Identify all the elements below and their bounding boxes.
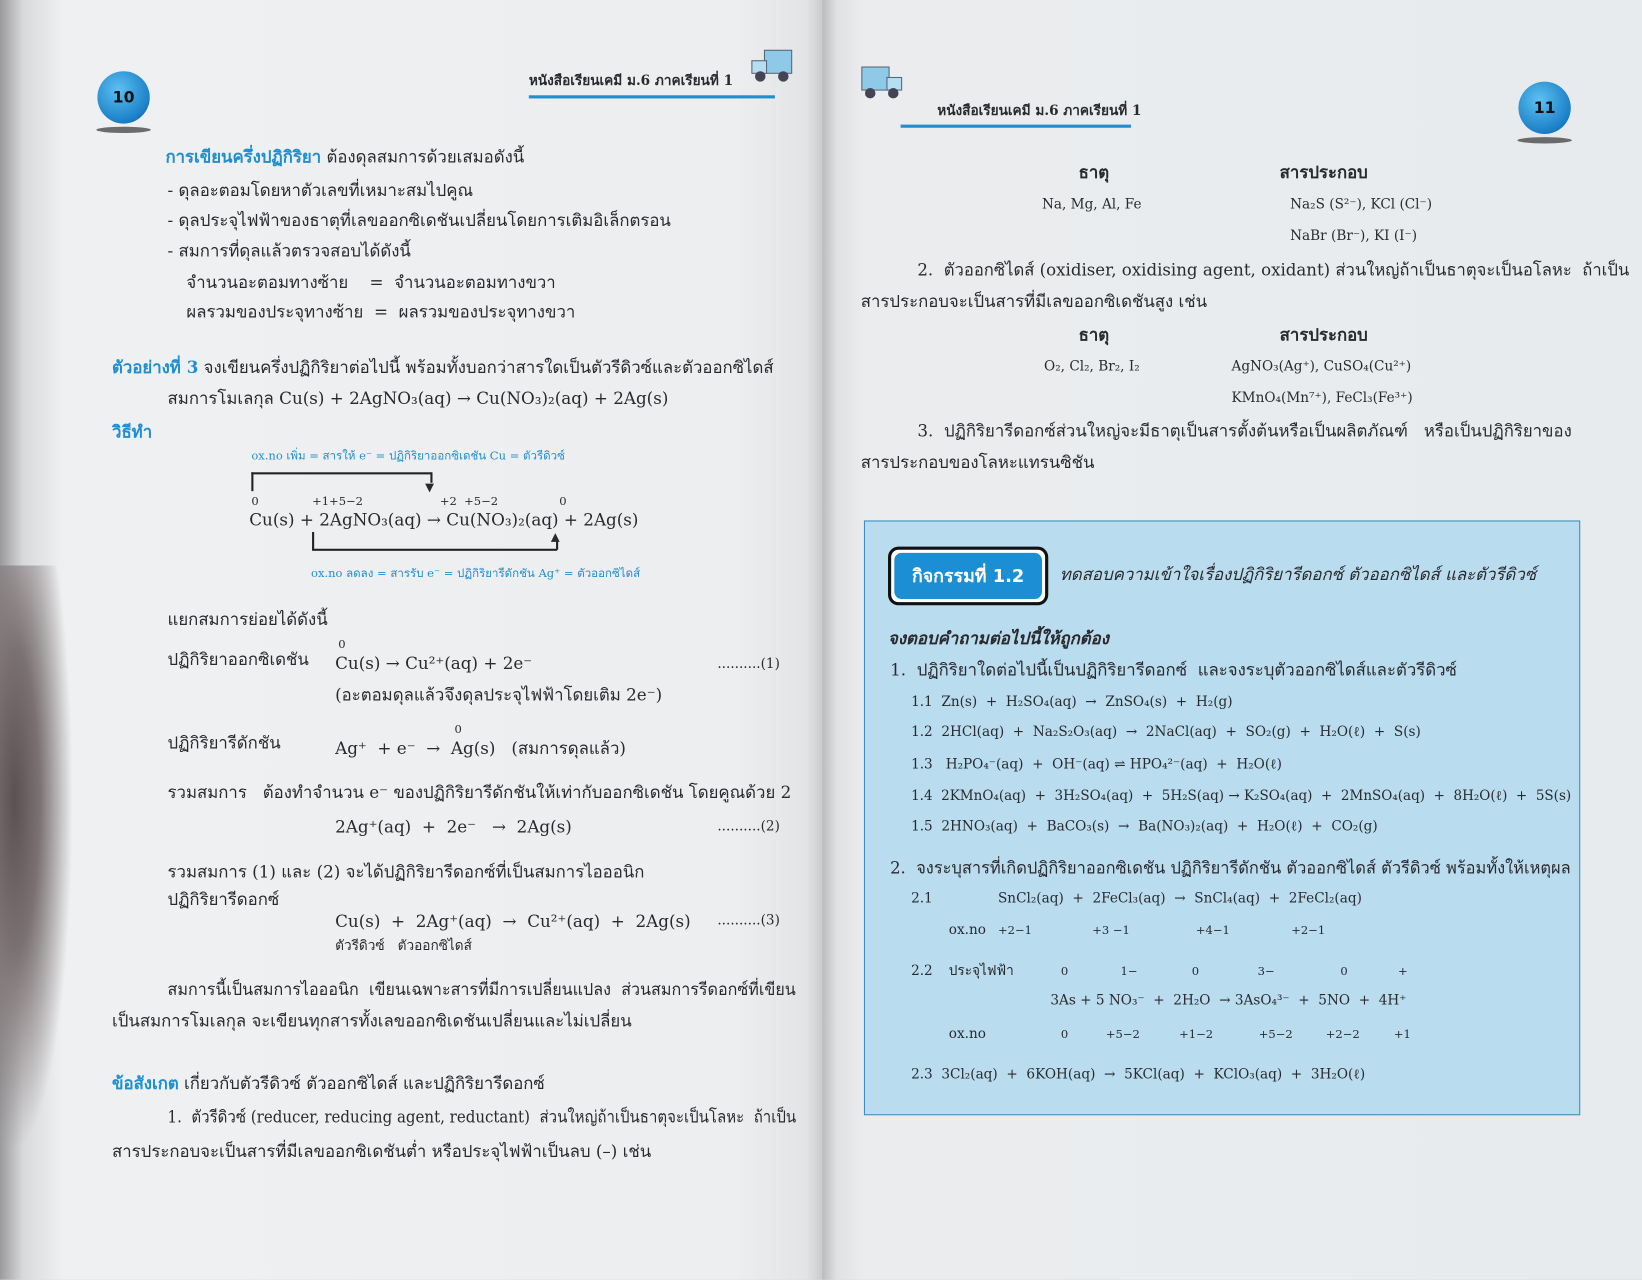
q22-charge: 0 bbox=[1060, 964, 1069, 979]
col-element-header-2: ธาตุ bbox=[1078, 324, 1110, 345]
q21-ox: +2−1 bbox=[997, 923, 1032, 938]
ox-ag: 0 bbox=[559, 494, 567, 508]
bullet-3: - สมการที่ดุลแล้วตรวจสอบได้ดังนี้ bbox=[167, 240, 411, 261]
activity-badge bbox=[888, 547, 1048, 606]
arrow-up-icon: ▲ bbox=[550, 529, 560, 544]
charge-label: ประจุไฟฟ้า bbox=[948, 963, 1014, 980]
half-reaction-intro bbox=[165, 147, 524, 167]
q22-ox: +1−2 bbox=[1179, 1027, 1214, 1041]
question-2-3: 2.3 3Cl₂(aq) + 6KOH(aq) → 5KCl(aq) + KClO₃(aq) + 3H₂O(ℓ) bbox=[911, 1067, 1366, 1083]
col-compound-header-2: สารประกอบ bbox=[1279, 324, 1368, 345]
col-compound-header: สารประกอบ bbox=[1279, 162, 1368, 183]
q22-ox: 0 bbox=[1060, 1027, 1069, 1041]
combine-text: รวมสมการ ต้องทำจำนวน e⁻ ของปฏิกิริยารีดักชันให้เท่ากับออกซิเดชัน โดยคูณด้วย 2 bbox=[167, 782, 792, 803]
bullet-2: - ดุลประจุไฟฟ้าของธาตุที่เลขออกซิเดชันเปลี่ยนโดยการเติมอิเล็กตรอน bbox=[167, 210, 671, 231]
equation-3: Cu(s) + 2Ag⁺(aq) → Cu²⁺(aq) + 2Ag(s) bbox=[335, 911, 691, 931]
reduction-equation: Ag⁺ + e⁻ → Ag(s) (สมการดุลแล้ว) bbox=[335, 738, 626, 759]
eq1-tag: ..........(1) bbox=[717, 656, 780, 673]
bracket-bottom-left bbox=[312, 532, 314, 550]
half-reaction-heading: การเขียนครึ่งปฏิกิริยา bbox=[165, 146, 322, 167]
example-3 bbox=[112, 357, 774, 377]
observation-1-line-1: 1. ตัวรีดิวซ์ (reducer, reducing agent, reductant) ส่วนใหญ่ถ้าเป็นธาตุจะเป็นโลหะ ถ้าเป็น bbox=[167, 1106, 797, 1127]
q22-charge: 3− bbox=[1257, 964, 1275, 979]
activity-instruction: จงตอบคำถามต่อไปนี้ให้ถูกต้อง bbox=[888, 628, 1109, 649]
question-2-2-equation: 3As + 5 NO₃⁻ + 2H₂O → 3AsO₄³⁻ + 5NO + 4H⁺ bbox=[1050, 992, 1407, 1009]
split-label: แยกสมการย่อยได้ดังนี้ bbox=[167, 609, 328, 630]
paragraph-line-2: เป็นสมการโมเลกุล จะเขียนทุกสารทั้งเลขออกซิเดชันเปลี่ยนและไม่เปลี่ยน bbox=[112, 1010, 632, 1031]
eq2-tag: ..........(2) bbox=[717, 818, 780, 835]
bracket-bottom bbox=[312, 549, 557, 551]
ox-decrease-note: ox.no ลดลง = สารรับ e⁻ = ปฏิกิริยารีดักชัน Ag⁺ = ตัวออกซิไดส์ bbox=[311, 566, 641, 581]
oxidation-note: (อะตอมดุลแล้วจึงดุลประจุไฟฟ้าโดยเติม 2e⁻) bbox=[335, 684, 663, 705]
reducer-compounds-1: Na₂S (S²⁻), KCl (Cl⁻) bbox=[1290, 196, 1433, 213]
col-element-header: ธาตุ bbox=[1078, 162, 1110, 183]
combine-1-2: รวมสมการ (1) และ (2) จะได้ปฏิกิริยารีดอกซ์ที่เป็นสมการไอออนิก bbox=[167, 861, 645, 882]
q22-oxno-label: ox.no bbox=[948, 1026, 986, 1042]
question-1: 1. ปฏิกิริยาใดต่อไปนี้เป็นปฏิกิริยารีดอกซ์ และจงระบุตัวออกซิไดส์และตัวรีดิวซ์ bbox=[890, 659, 1457, 680]
observation bbox=[112, 1073, 545, 1093]
bracket-top-left bbox=[251, 472, 253, 491]
question-1-4: 1.4 2KMnO₄(aq) + 3H₂SO₄(aq) + 5H₂S(aq) → K₂SO₄(aq) + 2MnSO₄(aq) + 8H₂O(ℓ) + 5S(s) bbox=[911, 788, 1572, 805]
reduction-label: ปฏิกิริยารีดักชัน bbox=[167, 733, 281, 753]
eq3-tag: ..........(3) bbox=[717, 913, 780, 929]
oxidation-label: ปฏิกิริยาออกซิเดชัน bbox=[167, 649, 309, 670]
oxidiser-compounds-2: KMnO₄(Mn⁷⁺), FeCl₃(Fe³⁺) bbox=[1231, 390, 1413, 407]
item-2-line-1: 2. ตัวออกซิไดส์ (oxidiser, oxidising agent, oxidant) ส่วนใหญ่ถ้าเป็นธาตุจะเป็นอโลหะ ถ้าเป็น bbox=[917, 259, 1630, 280]
redox-label: ปฏิกิริยารีดอกซ์ bbox=[167, 889, 280, 909]
header-title-left: หนังสือเรียนเคมี ม.6 ภาคเรียนที่ 1 bbox=[528, 73, 734, 90]
question-2-2-number: 2.2 bbox=[911, 963, 933, 980]
bracket-top bbox=[251, 472, 431, 474]
oxidiser-compounds-1: AgNO₃(Ag⁺), CuSO₄(Cu²⁺) bbox=[1231, 359, 1412, 375]
page-number-right: 11 bbox=[1518, 82, 1570, 134]
observation-text: เกี่ยวกับตัวรีดิวซ์ ตัวออกซิไดส์ และปฏิกิริยารีดอกซ์ bbox=[178, 1073, 545, 1094]
q22-ox: +5−2 bbox=[1105, 1027, 1140, 1041]
check-charges: ผลรวมของประจุทางซ้าย = ผลรวมของประจุทางขวา bbox=[186, 301, 576, 322]
molecular-equation: สมการโมเลกุล Cu(s) + 2AgNO₃(aq) → Cu(NO₃)₂(aq) + 2Ag(s) bbox=[167, 388, 669, 409]
q21-ox: +2−1 bbox=[1291, 923, 1326, 938]
ox-agno3: +1+5−2 bbox=[312, 494, 364, 508]
activity-badge-label: กิจกรรมที่ 1.2 bbox=[894, 553, 1042, 599]
q22-charge: + bbox=[1398, 964, 1408, 979]
oxidation-equation: Cu(s) → Cu²⁺(aq) + 2e⁻ bbox=[335, 653, 533, 674]
item-3-line-1: 3. ปฏิกิริยารีดอกซ์ส่วนใหญ่จะมีธาตุเป็นสารตั้งต้นหรือเป็นผลิตภัณฑ์ หรือเป็นปฏิกิริยาของ bbox=[917, 420, 1572, 441]
q22-ox: +2−2 bbox=[1325, 1027, 1360, 1041]
right-page bbox=[822, 0, 1642, 1280]
oxidiser-elements: O₂, Cl₂, Br₂, I₂ bbox=[1044, 359, 1140, 375]
header-underline bbox=[901, 125, 1131, 128]
q21-oxno-label: ox.no bbox=[948, 922, 986, 939]
q22-charge: 0 bbox=[1340, 964, 1348, 979]
item-2-line-2: สารประกอบจะเป็นสารที่มีเลขออกซิเดชันสูง เช่น bbox=[860, 291, 1208, 312]
item-3-line-2: สารประกอบของโลหะแทรนซิชัน bbox=[860, 452, 1095, 473]
page-number-shadow bbox=[96, 127, 150, 133]
ox-cu: 0 bbox=[251, 494, 259, 508]
question-2: 2. จงระบุสารที่เกิดปฏิกิริยาออกซิเดชัน ปฏิกิริยารีดักชัน ตัวออกซิไดส์ ตัวรีดิวซ์ พร้อมทั้งให้เหตุผล bbox=[890, 857, 1571, 878]
half-reaction-intro-text: ต้องดุลสมการด้วยเสมอดังนี้ bbox=[321, 146, 525, 167]
q21-ox: +4−1 bbox=[1195, 923, 1230, 938]
ox-increase-note: ox.no เพิ่ม = สารให้ e⁻ = ปฏิกิริยาออกซิเดชัน Cu = ตัวรีดิวซ์ bbox=[251, 449, 565, 463]
question-1-1: 1.1 Zn(s) + H₂SO₄(aq) → ZnSO₄(s) + H₂(g) bbox=[911, 694, 1233, 711]
question-1-3: 1.3 H₂PO₄⁻(aq) + OH⁻(aq) ⇌ HPO₄²⁻(aq) + H₂O(ℓ) bbox=[911, 757, 1283, 773]
equation-2: 2Ag⁺(aq) + 2e⁻ → 2Ag(s) bbox=[335, 816, 572, 837]
q21-ox: +3 −1 bbox=[1092, 923, 1130, 938]
question-1-2: 1.2 2HCl(aq) + Na₂S₂O₃(aq) → 2NaCl(aq) + SO₂(g) + H₂O(ℓ) + S(s) bbox=[911, 724, 1421, 741]
method-label: วิธีทำ bbox=[112, 422, 153, 442]
check-atoms: จำนวนอะตอมทางซ้าย = จำนวนอะตอมทางขวา bbox=[186, 272, 556, 293]
question-2-1-number: 2.1 bbox=[911, 891, 933, 907]
q22-ox: +1 bbox=[1393, 1027, 1411, 1041]
example-label: ตัวอย่างที่ 3 bbox=[112, 357, 199, 377]
page-number-left: 10 bbox=[97, 71, 149, 123]
reducer-elements: Na, Mg, Al, Fe bbox=[1041, 196, 1142, 213]
truck-icon bbox=[746, 44, 800, 86]
bullet-1: - ดุลอะตอมโดยหาตัวเลขที่เหมาะสมไปคูณ bbox=[167, 180, 473, 201]
oxidation-ox: 0 bbox=[338, 637, 346, 652]
question-2-1-equation: SnCl₂(aq) + 2FeCl₃(aq) → SnCl₄(aq) + 2FeCl₂(aq) bbox=[997, 891, 1362, 907]
shadow-blotch bbox=[0, 565, 73, 1151]
diagram-equation: Cu(s) + 2AgNO₃(aq) → Cu(NO₃)₂(aq) + 2Ag(s) bbox=[249, 509, 639, 530]
observation-1-line-2: สารประกอบจะเป็นสารที่มีเลขออกซิเดชันต่ำ หรือประจุไฟฟ้าเป็นลบ (–) เช่น bbox=[112, 1141, 652, 1162]
paragraph-line-1: สมการนี้เป็นสมการไอออนิก เขียนเฉพาะสารที่มีการเปลี่ยนแปลง ส่วนสมการรีดอกซ์ที่เขียน bbox=[167, 979, 796, 1000]
page-number-shadow bbox=[1517, 137, 1571, 143]
ox-cuno3: +2 +5−2 bbox=[439, 494, 499, 508]
arrow-down-icon: ▼ bbox=[425, 480, 435, 495]
observation-label: ข้อสังเกต bbox=[112, 1073, 179, 1094]
question-1-5: 1.5 2HNO₃(aq) + BaCO₃(s) → Ba(NO₃)₂(aq) + H₂O(ℓ) + CO₂(g) bbox=[911, 818, 1378, 835]
header-underline bbox=[529, 95, 775, 98]
activity-title: ทดสอบความเข้าใจเรื่องปฏิกิริยารีดอกซ์ ตัวออกซิไดส์ และตัวรีดิวซ์ bbox=[1059, 564, 1537, 585]
eq3-labels: ตัวรีดิวซ์ ตัวออกซิไดส์ bbox=[335, 938, 472, 954]
example-text: จงเขียนครึ่งปฏิกิริยาต่อไปนี้ พร้อมทั้งบอกว่าสารใดเป็นตัวรีดิวซ์และตัวออกซิไดส์ bbox=[198, 357, 774, 377]
q22-charge: 0 bbox=[1191, 964, 1200, 979]
reduction-ox: 0 bbox=[454, 722, 462, 737]
q22-charge: 1− bbox=[1120, 964, 1138, 979]
q22-ox: +5−2 bbox=[1258, 1027, 1293, 1041]
header-title-right: หนังสือเรียนเคมี ม.6 ภาคเรียนที่ 1 bbox=[937, 103, 1142, 120]
reducer-compounds-2: NaBr (Br⁻), KI (I⁻) bbox=[1290, 228, 1418, 244]
truck-icon bbox=[853, 61, 907, 103]
